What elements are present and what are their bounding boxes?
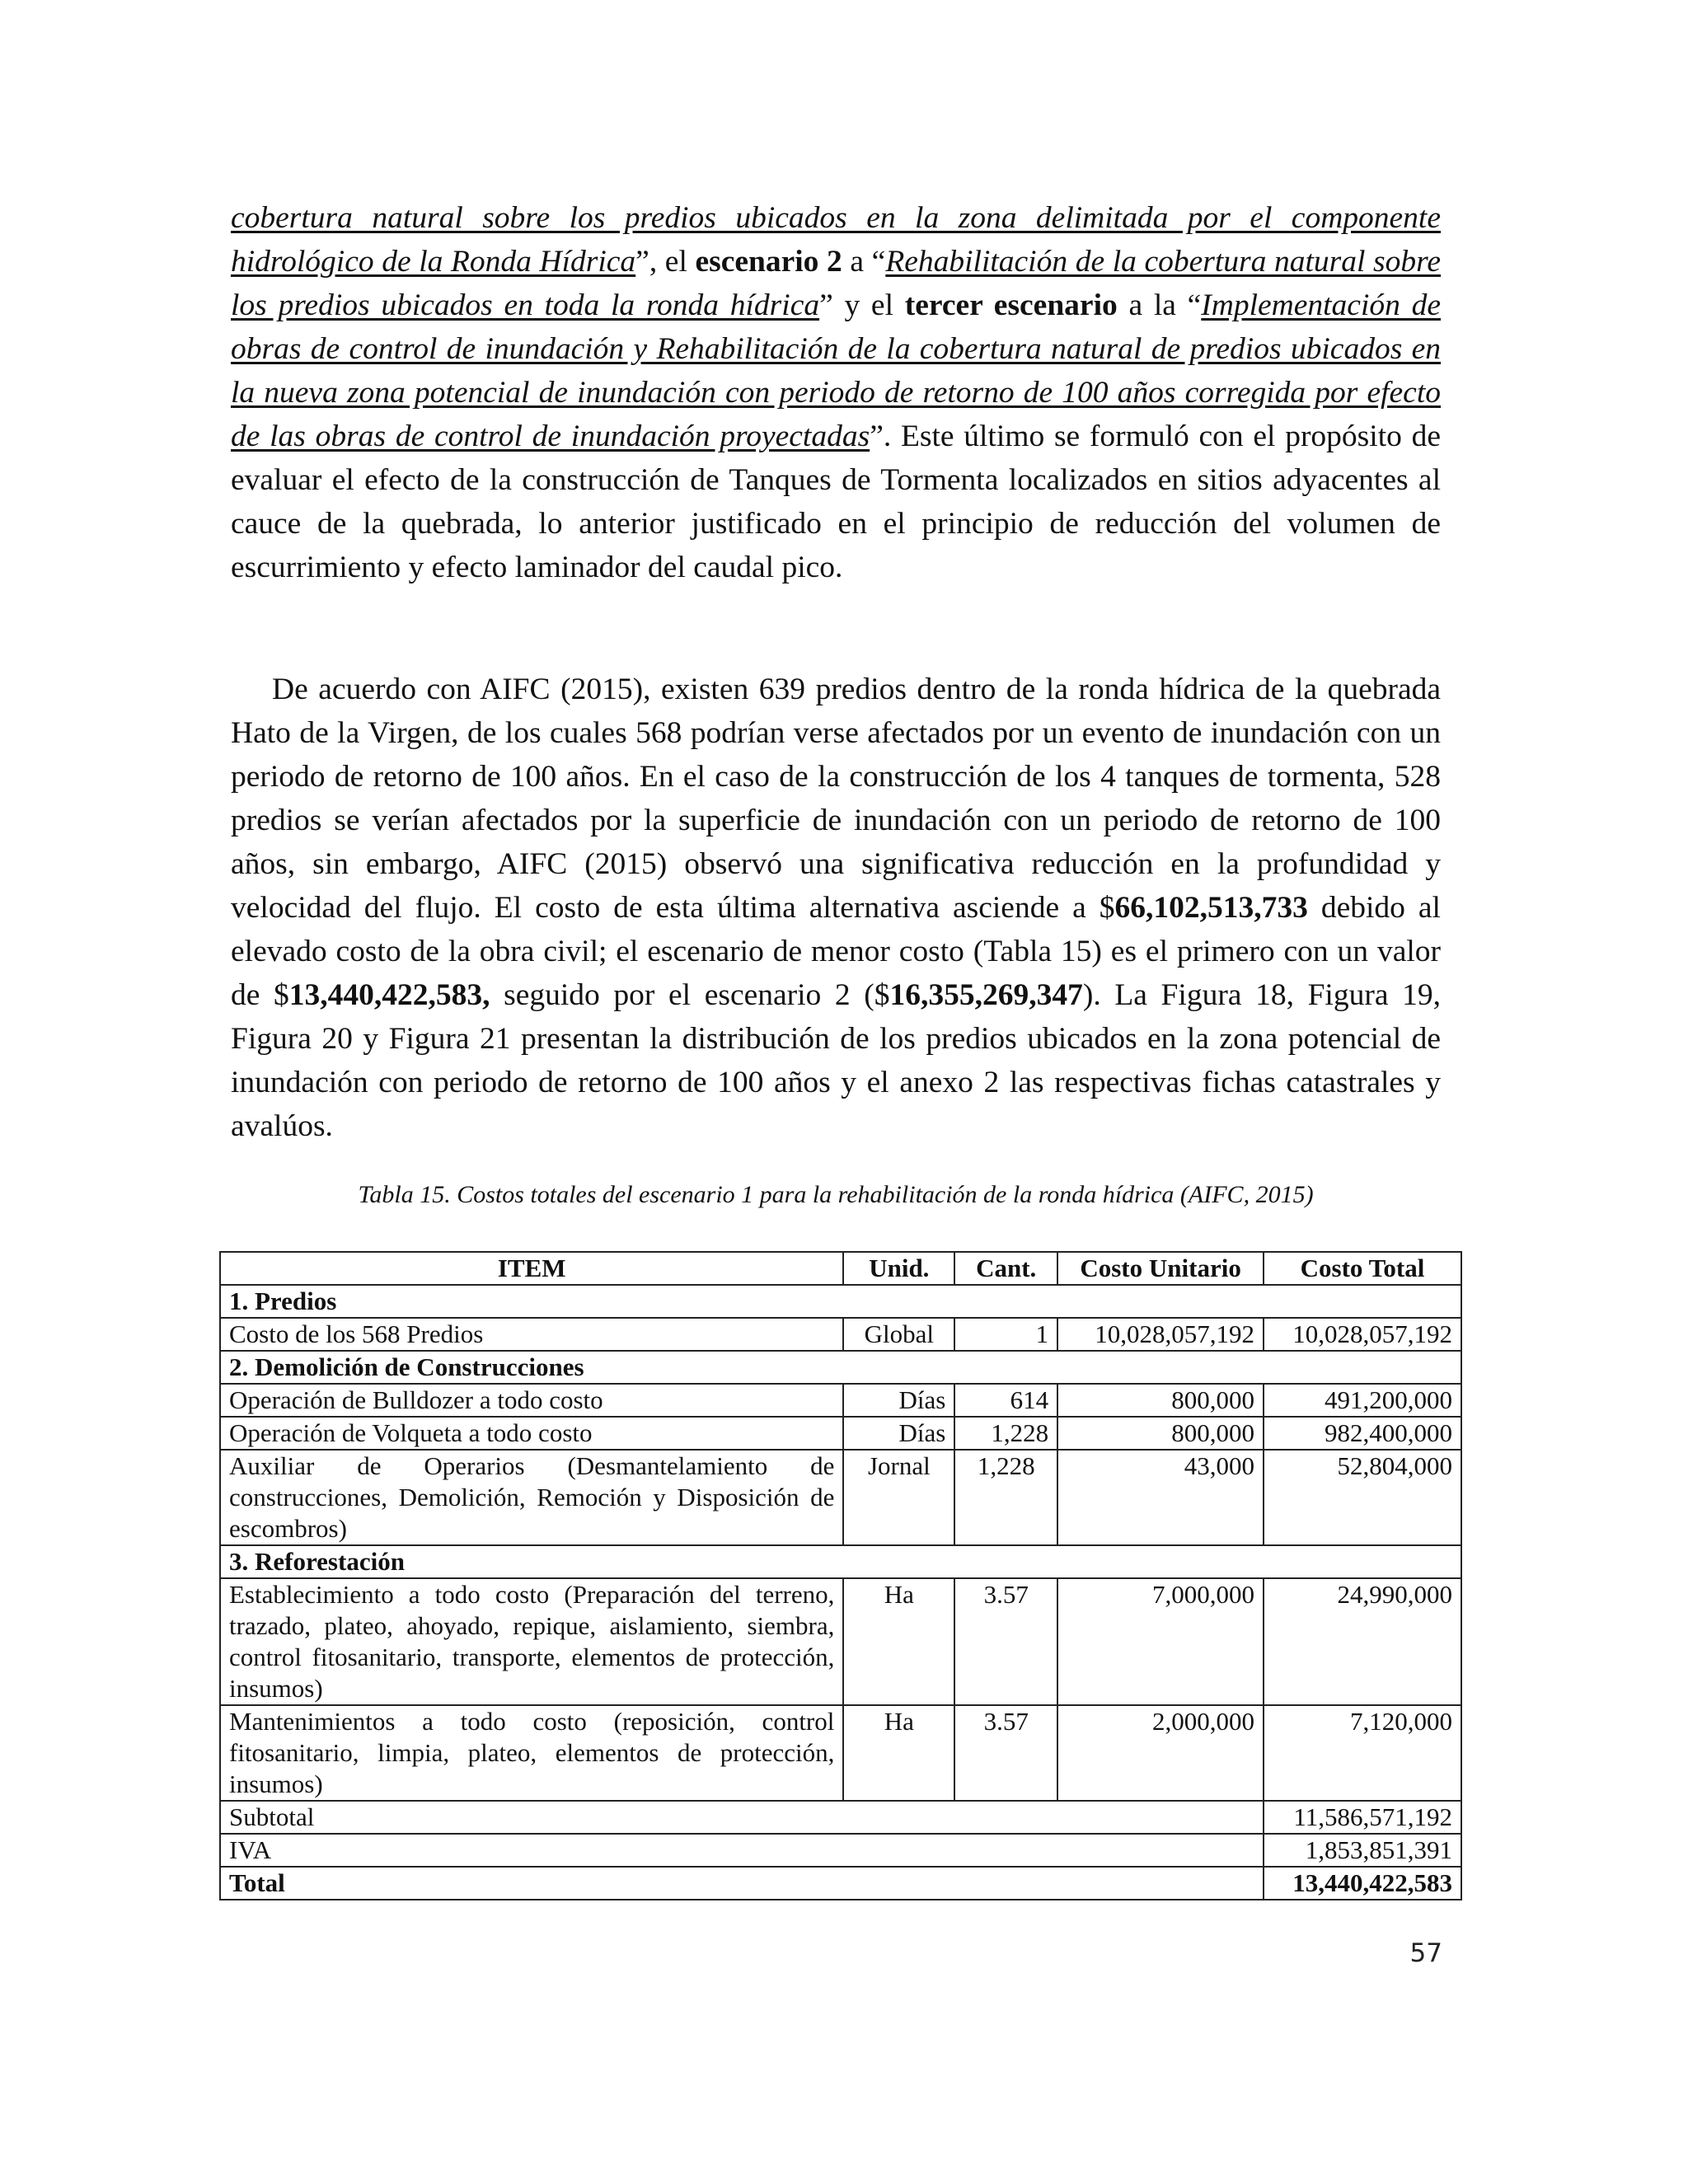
table-row (220, 1450, 1461, 1545)
cell-unit-cost: 2,000,000 (1057, 1705, 1264, 1801)
iva-row (220, 1834, 1461, 1867)
table-caption: Tabla 15. Costos totales del escenario 1 para la rehabilitación de la ronda hídrica (AIFC, 2015) (358, 1181, 1314, 1208)
table-row (220, 1384, 1461, 1417)
text-run: a la “ (1117, 288, 1202, 322)
subtotal-row (220, 1801, 1461, 1834)
iva-value: 1,853,851,391 (1264, 1834, 1461, 1867)
cost-table (219, 1251, 1462, 1900)
page-number: 57 (1409, 1938, 1442, 1968)
cell-unit-cost: 800,000 (1057, 1417, 1264, 1450)
bold-amount: 66,102,513,733 (1114, 891, 1308, 925)
text-run: seguido por el escenario 2 ($ (490, 978, 890, 1012)
cell-item: Establecimiento a todo costo (Preparación del terreno, trazado, plateo, ahoyado, repique, aislamiento, siembra, control fitosanitario, transporte, elementos de protección, insumos) (220, 1578, 843, 1705)
text-run: a “ (842, 245, 886, 279)
cell-total-cost: 52,804,000 (1264, 1450, 1461, 1545)
header-cant: Cant. (954, 1252, 1057, 1285)
cell-unid: Ha (843, 1705, 954, 1801)
header-costo-total: Costo Total (1264, 1252, 1461, 1285)
text-run: ”. Este último se formuló con el propósito de evaluar el efecto de la construcción de Tanques de Tormenta localizados en sitios adyacentes al cauce de la quebrada, lo anterior justificado en el principio de reducción del volumen de escurrimiento y efecto laminador del caudal pico. (231, 419, 1441, 584)
body-paragraph-1 (231, 196, 1441, 589)
cell-cant: 614 (954, 1384, 1057, 1417)
bold-amount: 13,440,422,583, (288, 978, 490, 1012)
cell-total-cost: 982,400,000 (1264, 1417, 1461, 1450)
cell-total-cost: 491,200,000 (1264, 1384, 1461, 1417)
cell-item: Costo de los 568 Predios (220, 1318, 843, 1351)
cell-unit-cost: 800,000 (1057, 1384, 1264, 1417)
cell-total-cost: 24,990,000 (1264, 1578, 1461, 1705)
table-header-row (220, 1252, 1461, 1285)
italic-underlined-text: Implementación de obras de control de inundación y Rehabilitación de la cobertura natural de predios ubicados en la nueva zona potencial de inundación con periodo de retorno de 100 años corregida por efecto de las obras de control de inundación proyectadas (231, 288, 1441, 453)
cell-cant: 1,228 (954, 1417, 1057, 1450)
cell-total-cost: 10,028,057,192 (1264, 1318, 1461, 1351)
section-row (220, 1545, 1461, 1578)
bold-amount: 16,355,269,347 (889, 978, 1083, 1012)
cell-total-cost: 7,120,000 (1264, 1705, 1461, 1801)
total-value: 13,440,422,583 (1264, 1867, 1461, 1900)
total-row (220, 1867, 1461, 1900)
cell-cant: 3.57 (954, 1578, 1057, 1705)
cell-unit-cost: 43,000 (1057, 1450, 1264, 1545)
table-row (220, 1578, 1461, 1705)
cell-unit-cost: 7,000,000 (1057, 1578, 1264, 1705)
text-run: ” y el (819, 288, 905, 322)
cell-unid: Ha (843, 1578, 954, 1705)
subtotal-value: 11,586,571,192 (1264, 1801, 1461, 1834)
bold-text: escenario 2 (695, 245, 842, 279)
cell-cant: 1 (954, 1318, 1057, 1351)
cell-unid: Días (843, 1384, 954, 1417)
header-item: ITEM (220, 1252, 843, 1285)
header-costo-unitario: Costo Unitario (1057, 1252, 1264, 1285)
cell-item: Mantenimientos a todo costo (reposición, control fitosanitario, limpia, plateo, elementos de protección, insumos) (220, 1705, 843, 1801)
section-title: 1. Predios (220, 1285, 1461, 1318)
cell-unit-cost: 10,028,057,192 (1057, 1318, 1264, 1351)
cell-unid: Jornal (843, 1450, 954, 1545)
text-run: ). La Figura 18, Figura 19, Figura 20 y Figura 21 presentan la distribución de los predios ubicados en la zona potencial de inundación con periodo de retorno de 100 años y el anexo 2 las respectivas fichas catastrales y avalúos. (231, 978, 1441, 1143)
body-paragraph-2 (231, 668, 1441, 1148)
cell-unid: Global (843, 1318, 954, 1351)
cell-item: Operación de Volqueta a todo costo (220, 1417, 843, 1450)
cell-item: Operación de Bulldozer a todo costo (220, 1384, 843, 1417)
iva-label: IVA (220, 1834, 1264, 1867)
header-unid: Unid. (843, 1252, 954, 1285)
italic-underlined-text: Rehabilitación de la cobertura natural sobre los predios ubicados en toda la ronda hídrica (231, 245, 1441, 322)
text-run: ”, el (635, 245, 696, 279)
text-run: De acuerdo con AIFC (2015), existen 639 predios dentro de la ronda hídrica de la quebrada Hato de la Virgen, de los cuales 568 podrían verse afectados por un evento de inundación con un periodo de retorno de 100 años. En el caso de la construcción de los 4 tanques de tormenta, 528 predios se verían afectados por la superficie de inundación con un periodo de retorno de 100 años, sin embargo, AIFC (2015) observó una significativa reducción en la profundidad y velocidad del flujo. El costo de esta última alternativa asciende a $ (231, 673, 1441, 925)
cell-item: Auxiliar de Operarios (Desmantelamiento de construcciones, Demolición, Remoción y Disposición de escombros) (220, 1450, 843, 1545)
subtotal-label: Subtotal (220, 1801, 1264, 1834)
cell-cant: 3.57 (954, 1705, 1057, 1801)
section-title: 3. Reforestación (220, 1545, 1461, 1578)
table-row (220, 1318, 1461, 1351)
italic-underlined-text: cobertura natural sobre los predios ubicados en la zona delimitada por el componente hidrológico de la Ronda Hídrica (231, 201, 1441, 279)
cell-cant: 1,228 (954, 1450, 1057, 1545)
section-title: 2. Demolición de Construcciones (220, 1351, 1461, 1384)
table-row (220, 1705, 1461, 1801)
table-row (220, 1417, 1461, 1450)
cell-unid: Días (843, 1417, 954, 1450)
text-run: debido al elevado costo de la obra civil; el escenario de menor costo (Tabla 15) es el primero con un valor de $ (231, 891, 1441, 1012)
bold-text: tercer escenario (904, 288, 1118, 322)
section-row (220, 1285, 1461, 1318)
total-label: Total (220, 1867, 1264, 1900)
section-row (220, 1351, 1461, 1384)
